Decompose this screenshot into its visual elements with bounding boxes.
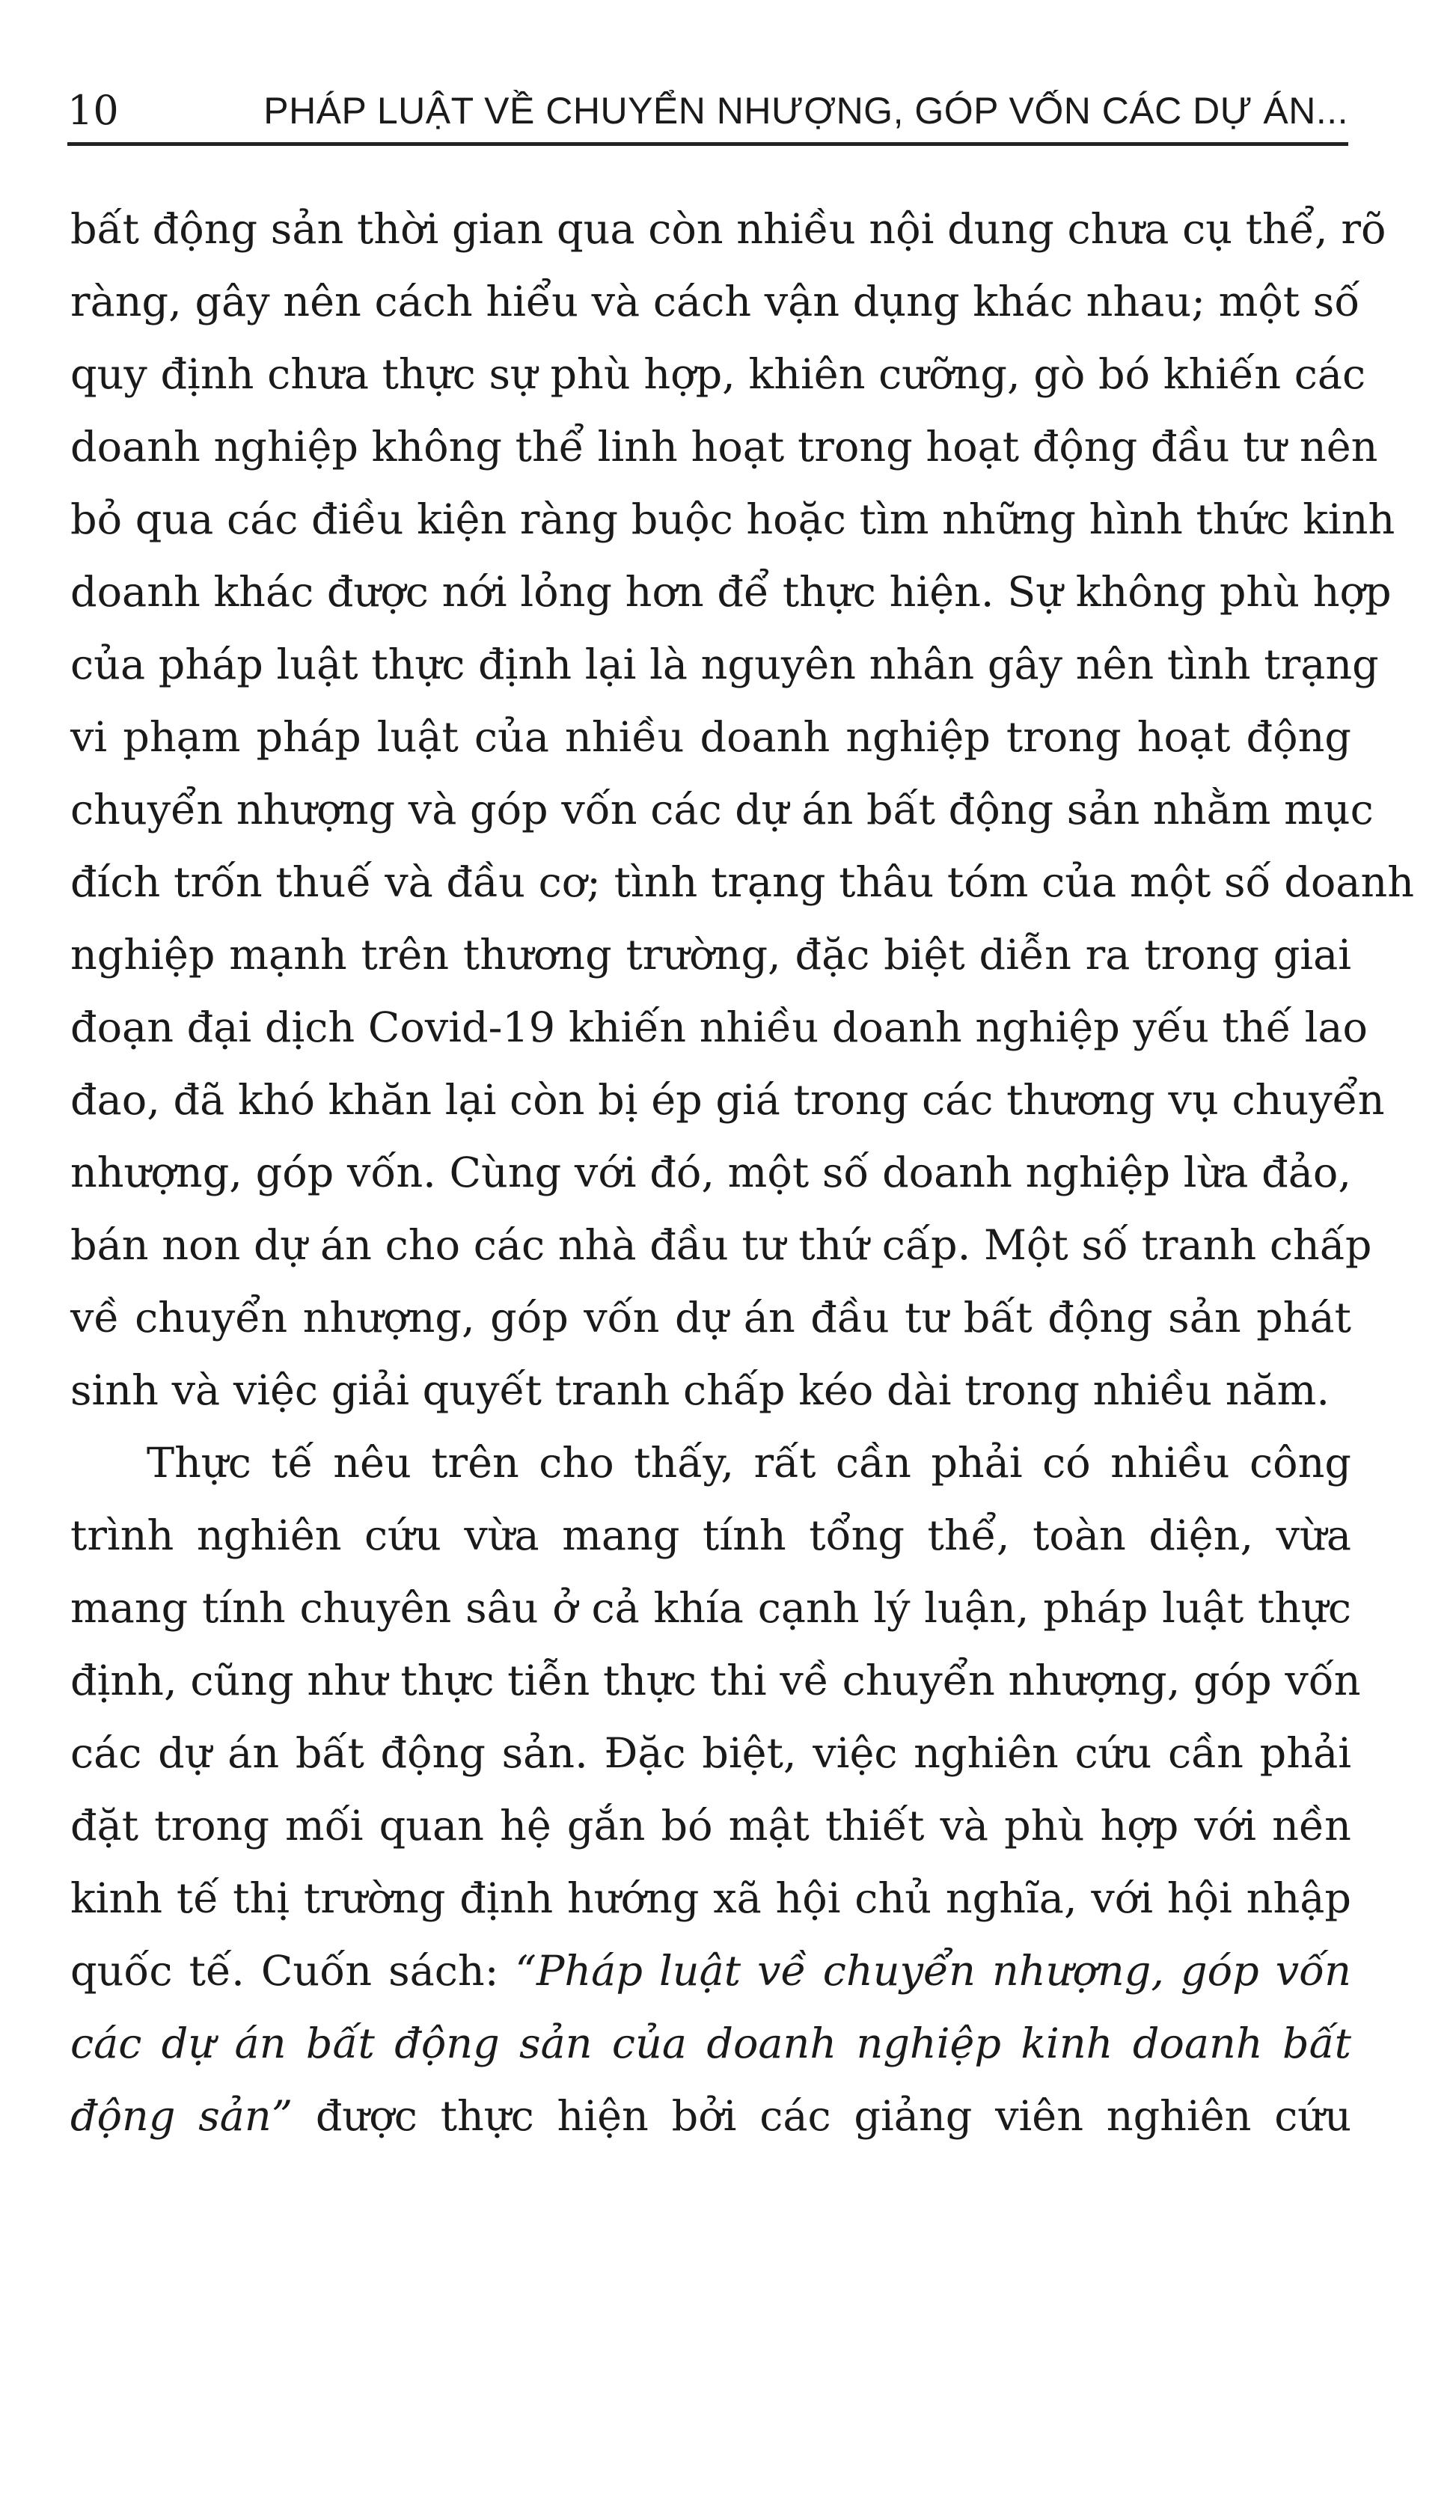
text-line: đích trốn thuế và đầu cơ; tình trạng thâu tóm của một số doanh [70,858,1415,907]
text-line: ràng, gây nên cách hiểu và cách vận dụng khác nhau; một số [70,278,1360,326]
text-line-mixed [70,2080,1351,2153]
text-line: của pháp luật thực định lại là nguyên nhân gây nên tình trạng [70,640,1379,689]
text-line: Thực tế nêu trên cho thấy, rất cần phải có nhiều công [147,1439,1351,1487]
text-line: các dự án bất động sản. Đặc biệt, việc nghiên cứu cần phải [70,1729,1351,1778]
text-line: đao, đã khó khăn lại còn bị ép giá trong các thương vụ chuyển [70,1076,1385,1125]
text-line: bán non dự án cho các nhà đầu tư thứ cấp. Một số tranh chấp [70,1221,1372,1270]
text-line: đoạn đại dịch Covid-19 khiến nhiều doanh nghiệp yếu thế lao [70,1003,1368,1052]
text-line: bỏ qua các điều kiện ràng buộc hoặc tìm những hình thức kinh [70,495,1395,544]
book-title-italic-line: các dự án bất động sản của doanh nghiệp kinh doanh bất [70,2019,1351,2068]
text-line: đặt trong mối quan hệ gắn bó mật thiết và phù hợp với nền [70,1802,1351,1850]
text-line: mang tính chuyên sâu ở cả khía cạnh lý luận, pháp luật thực [70,1584,1351,1633]
book-title-italic: “Pháp luật về chuyển nhượng, góp vốn [515,1947,1351,1995]
text-line-mixed [70,1935,1351,2007]
page-number: 10 [67,87,119,134]
text-line: bất động sản thời gian qua còn nhiều nội dung chưa cụ thể, rõ [70,205,1386,254]
book-title-italic: động sản” [70,2092,293,2141]
running-header [67,82,1348,146]
running-title: PHÁP LUẬT VỀ CHUYỂN NHƯỢNG, GÓP VỐN CÁC DỰ ÁN... [263,90,1348,132]
text-line: chuyển nhượng và góp vốn các dự án bất động sản nhằm mục [70,786,1374,834]
text-line: nhượng, góp vốn. Cùng với đó, một số doanh nghiệp lừa đảo, [70,1149,1351,1197]
text-line: kinh tế thị trường định hướng xã hội chủ nghĩa, với hội nhập [70,1874,1351,1923]
body-text [70,193,1415,2153]
text-line: doanh khác được nới lỏng hơn để thực hiện. Sự không phù hợp [70,568,1392,617]
text-line: nghiệp mạnh trên thương trường, đặc biệt diễn ra trong giai [70,931,1351,979]
text-line: sinh và việc giải quyết tranh chấp kéo dài trong nhiều năm. [70,1366,1330,1415]
text-line: vi phạm pháp luật của nhiều doanh nghiệp trong hoạt động [70,713,1351,762]
text-line: doanh nghiệp không thể linh hoạt trong hoạt động đầu tư nên [70,423,1378,471]
text-line: quy định chưa thực sự phù hợp, khiên cưỡng, gò bó khiến các [70,350,1366,399]
text-line: trình nghiên cứu vừa mang tính tổng thể, toàn diện, vừa [70,1511,1351,1560]
text-line: về chuyển nhượng, góp vốn dự án đầu tư bất động sản phát [70,1294,1351,1342]
text-line: định, cũng như thực tiễn thực thi về chuyển nhượng, góp vốn [70,1657,1361,1705]
line-roman-part: quốc tế. Cuốn sách: [70,1947,516,1995]
line-roman-part: được thực hiện bởi các giảng viên nghiên cứu [293,2092,1351,2141]
